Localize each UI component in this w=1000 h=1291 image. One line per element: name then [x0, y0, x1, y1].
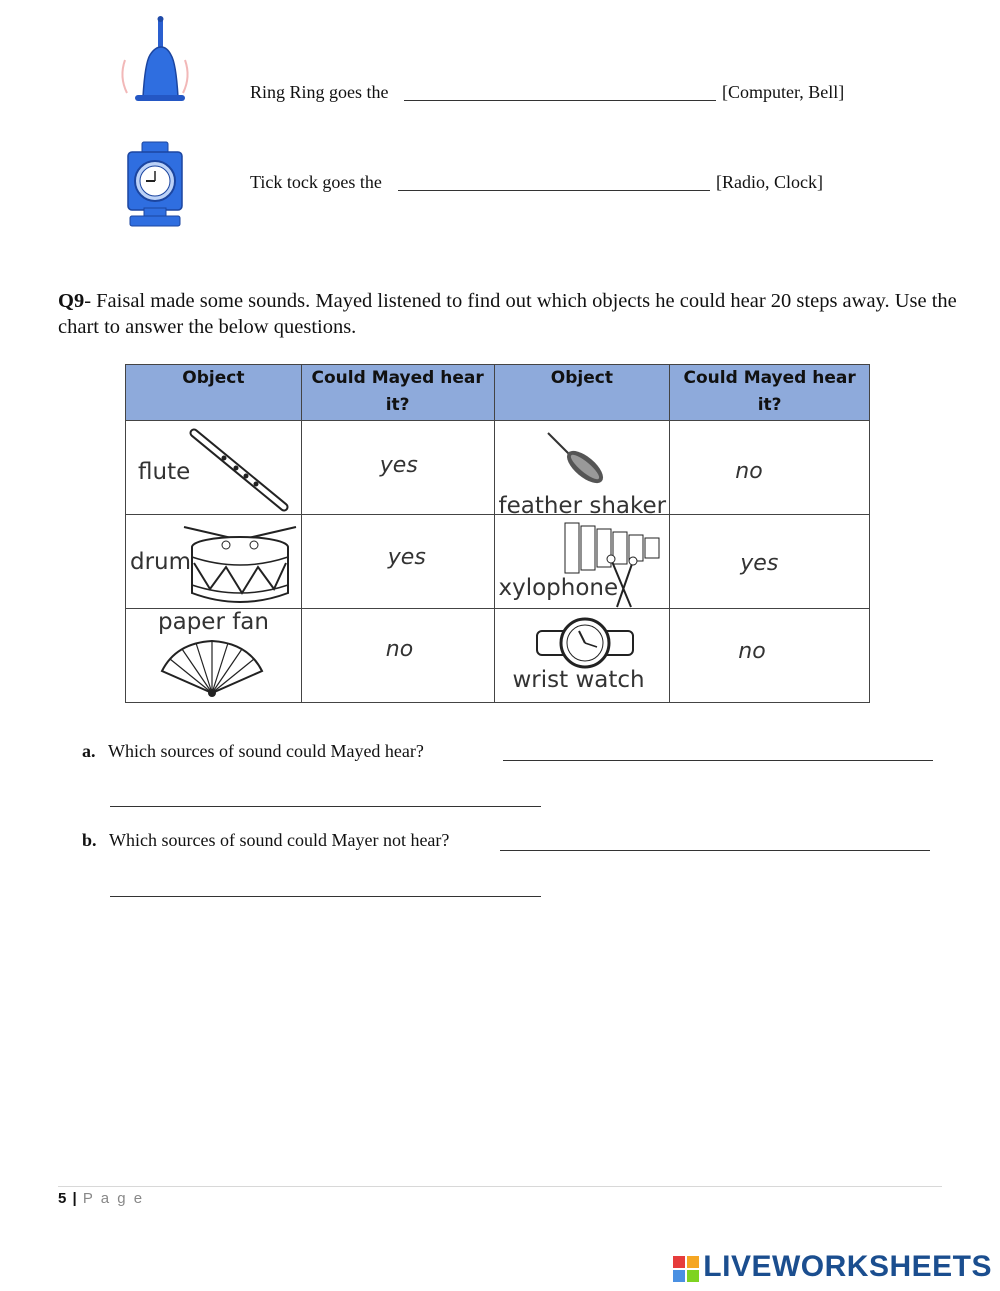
- header-heard-2: Could Mayed hear it?: [670, 365, 870, 421]
- header-object-2: Object: [494, 365, 670, 421]
- cell-flute: [126, 421, 302, 515]
- label-flute: flute: [138, 459, 191, 485]
- label-feather-shaker: feather shaker: [498, 493, 667, 519]
- question-a: [82, 741, 424, 762]
- question-b: [82, 830, 449, 851]
- footer-divider: [58, 1186, 942, 1187]
- question-a-label: a.: [82, 741, 96, 761]
- question-b-text: Which sources of sound could Mayer not hear?: [109, 830, 450, 850]
- clock-icon: [120, 140, 190, 230]
- sentence-2: [250, 172, 382, 193]
- cell-paper-fan: [126, 609, 302, 703]
- table-row: [126, 515, 870, 609]
- cell-drum: [126, 515, 302, 609]
- brand-name: LIVEWORKSHEETS: [703, 1250, 992, 1283]
- feather-shaker-icon: [540, 429, 620, 489]
- sentence-2-options: [Radio, Clock]: [716, 172, 823, 192]
- q9-label: Q9: [58, 290, 85, 312]
- answer-wrist-watch: no: [738, 639, 766, 664]
- answer-flute: yes: [379, 453, 418, 478]
- answer-xylophone: yes: [740, 551, 779, 576]
- answer-feather-shaker: no: [735, 459, 763, 484]
- answer-line-b2[interactable]: [110, 878, 541, 897]
- cell-paper-fan-answer: [301, 609, 494, 703]
- question-b-label: b.: [82, 830, 97, 850]
- sound-chart: [125, 364, 870, 703]
- header-heard-1: Could Mayed hear it?: [301, 365, 494, 421]
- answer-drum: yes: [387, 545, 426, 570]
- label-paper-fan: paper fan: [158, 609, 269, 635]
- paper-fan-icon: [156, 637, 268, 699]
- answer-line-a1[interactable]: [503, 742, 933, 761]
- cell-drum-answer: [301, 515, 494, 609]
- label-wrist-watch: wrist watch: [512, 667, 645, 693]
- label-xylophone: xylophone: [498, 575, 619, 601]
- drum-icon: [182, 521, 298, 607]
- sentence-1: [250, 82, 389, 103]
- bell-icon: [115, 15, 195, 107]
- q9-text: - Faisal made some sounds. Mayed listened to find out which objects he could hear 20 steps away. Use the chart to answer the below questions.: [58, 290, 957, 338]
- sentence-2-text: Tick tock goes the: [250, 172, 382, 192]
- header-object-1: Object: [126, 365, 302, 421]
- sentence-1-options: [Computer, Bell]: [722, 82, 845, 102]
- table-row: [126, 421, 870, 515]
- answer-line-a2[interactable]: [110, 788, 541, 807]
- answer-paper-fan: no: [385, 637, 414, 662]
- cell-xylophone: [494, 515, 670, 609]
- answer-line-bell[interactable]: [404, 82, 716, 101]
- cell-wrist-watch: [494, 609, 670, 703]
- liveworksheets-logo[interactable]: [703, 1250, 992, 1284]
- wrist-watch-icon: [535, 615, 635, 673]
- cell-feather-shaker-answer: [670, 421, 870, 515]
- q9-prompt: [58, 288, 958, 340]
- label-drum: drum: [130, 549, 192, 575]
- page-number: 5: [58, 1190, 67, 1207]
- header-row: [126, 365, 870, 421]
- logo-blocks-icon: [673, 1256, 699, 1282]
- cell-feather-shaker: [494, 421, 670, 519]
- table-row: [126, 609, 870, 703]
- cell-xylophone-answer: [670, 515, 870, 609]
- cell-flute-answer: [301, 421, 494, 515]
- flute-icon: [184, 427, 296, 513]
- page-separator: |: [72, 1190, 77, 1207]
- cell-wrist-watch-answer: [670, 609, 870, 703]
- answer-line-clock[interactable]: [398, 172, 710, 191]
- page-word: P a g e: [82, 1190, 145, 1207]
- sentence-1-text: Ring Ring goes the: [250, 82, 389, 102]
- answer-line-b1[interactable]: [500, 832, 930, 851]
- page-footer: [58, 1190, 144, 1207]
- question-a-text: Which sources of sound could Mayed hear?: [108, 741, 424, 761]
